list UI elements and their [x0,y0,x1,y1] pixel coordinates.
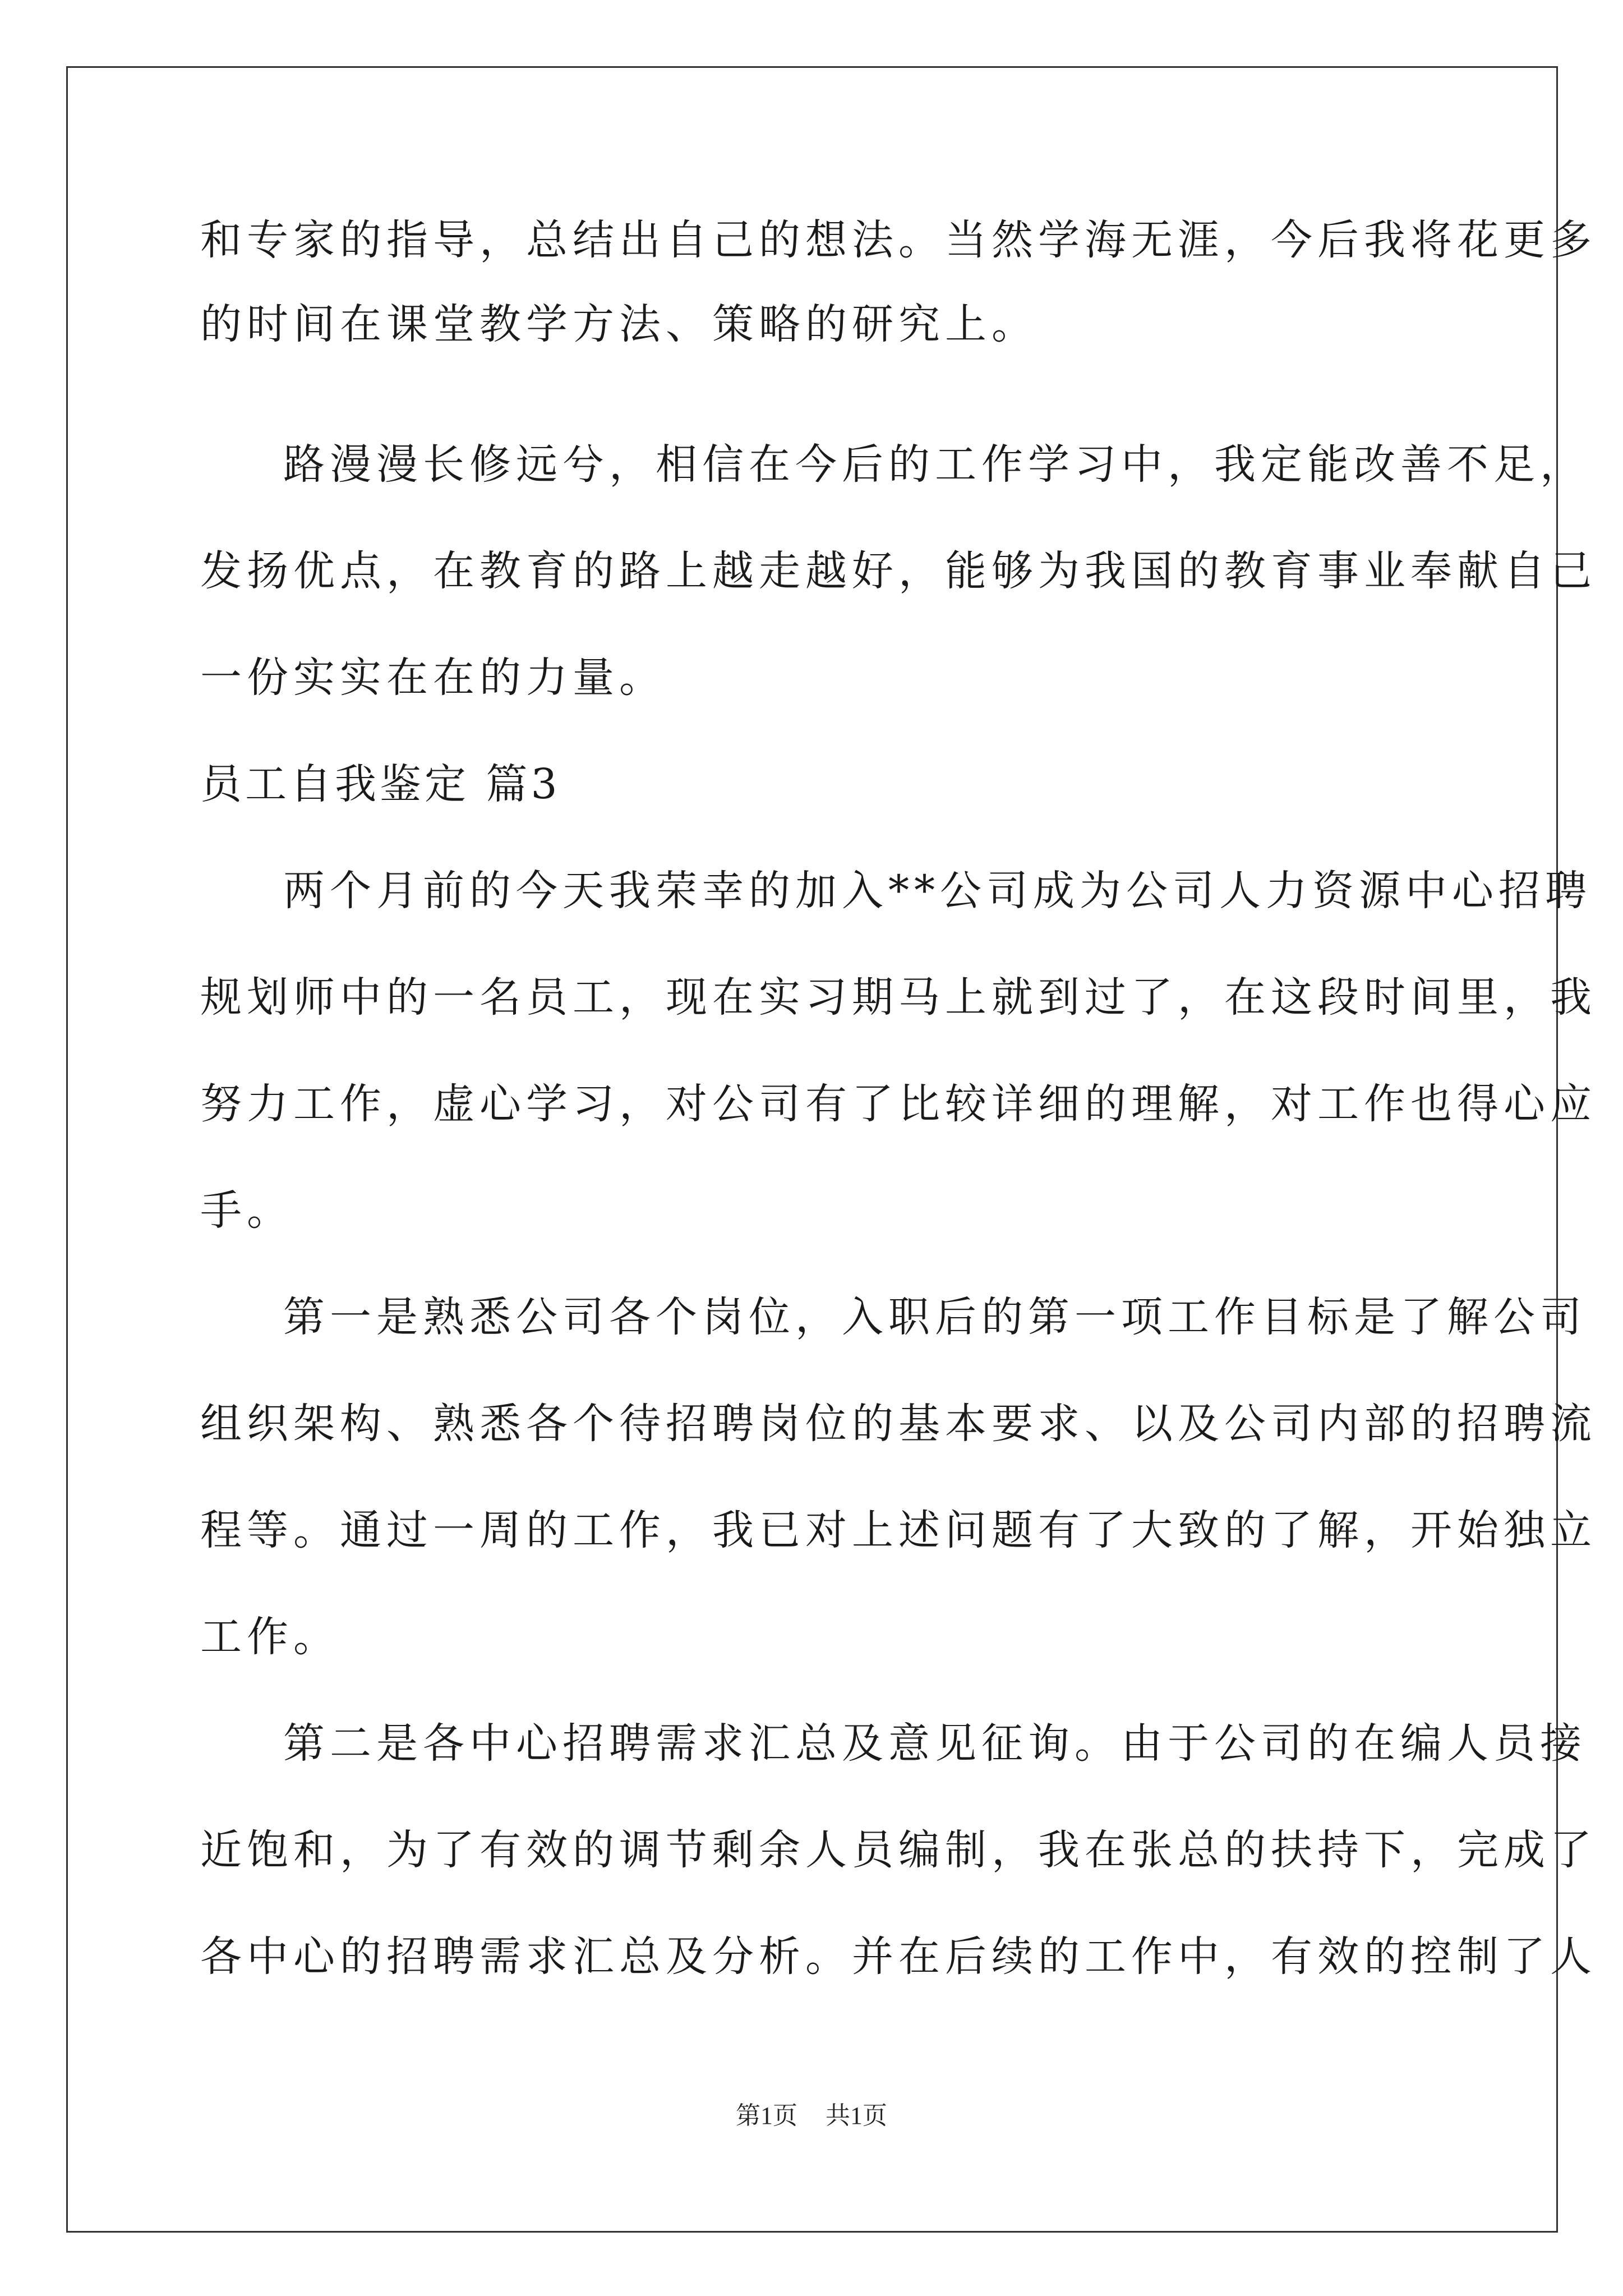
text-line: 两个月前的今天我荣幸的加入**公司成为公司人力资源中心招聘 [283,867,1592,915]
text-line: 和专家的指导，总结出自己的想法。当然学海无涯，今后我将花更多 [200,216,1597,264]
text-line: 手。 [200,1186,293,1235]
text-line: 工作。 [200,1613,340,1661]
text-line: 发扬优点，在教育的路上越走越好，能够为我国的教育事业奉献自己 [200,547,1597,595]
page-number: 第1页 [736,2102,797,2129]
section-heading: 员工自我鉴定 篇3 [200,760,561,808]
text-line: 一份实实在在的力量。 [200,654,666,702]
text-line: 各中心的招聘需求汇总及分析。并在后续的工作中，有效的控制了人 [200,1932,1597,1981]
page-footer [0,2099,1623,2133]
text-line: 程等。通过一周的工作，我已对上述问题有了大致的了解，开始独立 [200,1506,1597,1554]
text-line: 的时间在课堂教学方法、策略的研究上。 [200,300,1038,348]
text-line: 组织架构、熟悉各个待招聘岗位的基本要求、以及公司内部的招聘流 [200,1400,1597,1448]
text-line: 第二是各中心招聘需求汇总及意见征询。由于公司的在编人员接 [283,1719,1587,1768]
page-border [66,66,1558,2233]
text-line: 路漫漫长修远兮，相信在今后的工作学习中，我定能改善不足， [283,440,1587,489]
text-line: 近饱和，为了有效的调节剩余人员编制，我在张总的扶持下，完成了 [200,1826,1597,1874]
text-line: 规划师中的一名员工，现在实习期马上就到过了，在这段时间里，我 [200,973,1597,1022]
text-line: 努力工作，虚心学习，对公司有了比较详细的理解，对工作也得心应 [200,1080,1597,1128]
page-total: 共1页 [826,2102,887,2129]
text-line: 第一是熟悉公司各个岗位，入职后的第一项工作目标是了解公司 [283,1293,1587,1341]
